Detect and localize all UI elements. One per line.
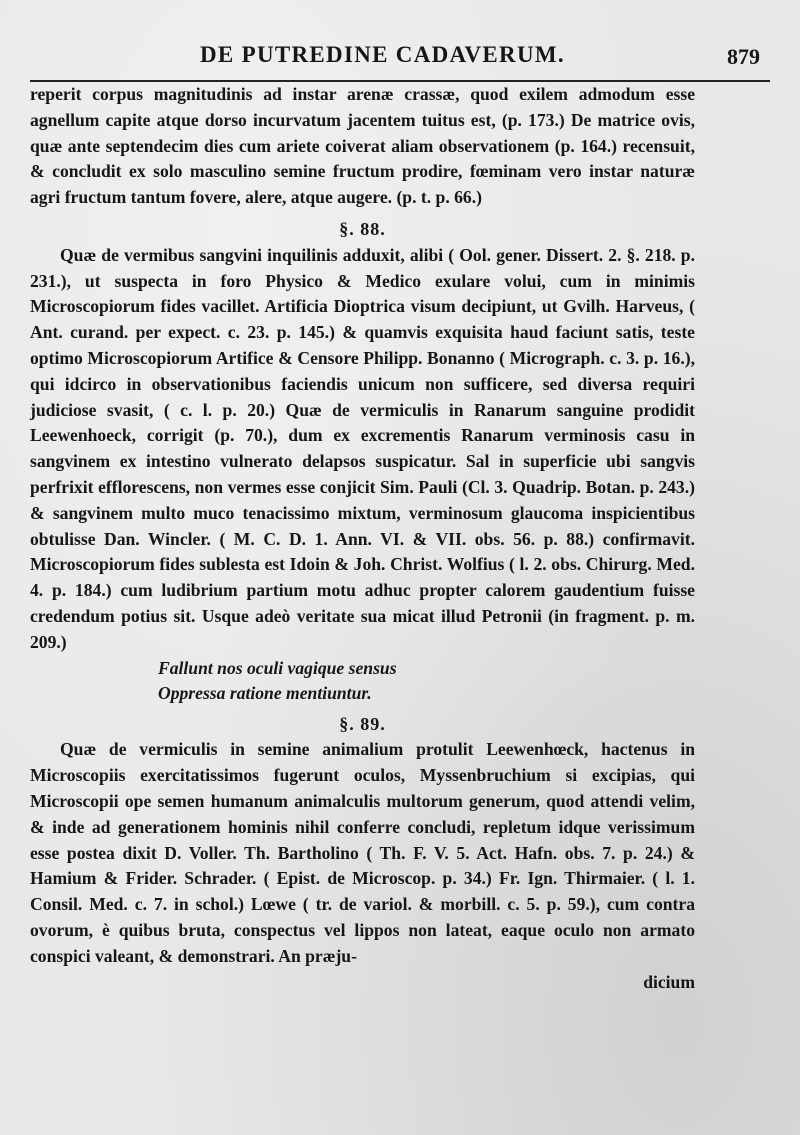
verse-line-2: Oppressa ratione mentiuntur. <box>158 682 372 703</box>
page-header <box>30 40 770 82</box>
paragraph-section-89: Quæ de vermiculis in semine animalium protulit Leewenhœck, hactenus in Microscopiis exercitatissimos fugerunt oculos, Myssenbruchium si excipias, qui Microscopii ope semen humanum animalculis multorum generum, quod attendi velim, & inde ad generationem hominis nihil conferre concludi, repletum idque verissimum esse postea dixit D. Voller. Th. Bartholino ( Th. F. V. 5. Act. Hafn. obs. 7. p. 24.) & Hamium & Frider. Schrader. ( Epist. de Microscop. p. 34.) Fr. Ign. Thirmaier. ( l. 1. Consil. Med. c. 7. in schol.) Lœwe ( tr. de variol. & morbill. c. 5. p. 59.), cum contra ovorum, è quibus bruta, conspectus vel lippos non lateat, eaque oculo non armato conspici valeant, & demonstrari. An præju- <box>30 739 695 966</box>
paragraph-continuation: reperit corpus magnitudinis ad instar arenæ crassæ, quod exilem admodum esse agnellum capite atque dorso incurvatum jacentem tuitus est, (p. 173.) De matrice ovis, quæ ante septendecim dies cum ariete coiverat aliam observationem (p. 164.) recensuit, & concludit ex solo masculino semine fructum prodire, fœminam vero instar naturæ agri fructum tantum fovere, alere, atque augere. (p. t. p. 66.) <box>30 84 695 208</box>
running-title: DE PUTREDINE CADAVERUM. <box>200 42 565 67</box>
page-number: 879 <box>727 44 760 69</box>
body-text <box>30 82 695 995</box>
section-heading-89: §. 89. <box>339 713 386 734</box>
paragraph-section-88: Quæ de vermibus sangvini inquilinis adduxit, alibi ( Ool. gener. Dissert. 2. §. 218. p. 231.), ut suspecta in foro Physico & Medico exulare volui, cum in minimis Microscopiorum fides vacillet. Artificia Dioptrica visum decipiunt, ut Gvilh. Harveus, ( Ant. curand. per expect. c. 23. p. 145.) & quamvis exquisita haud faciunt satis, teste optimo Microscopiorum Artifice & Censore Philipp. Bonanno ( Micrograph. c. 3. p. 16.), qui idcirco in observationibus faciendis unicum non sufficere, sed diversa requiri judiciose svasit, ( c. l. p. 20.) Quæ de vermiculis in Ranarum sanguine prodidit Leewenhoeck, corrigit (p. 70.), dum ex excrementis Ranarum verminosis casu in sangvinem ex intestino vulnerato delapsos suspicatur. Sal in superficie ubi sangvis perfrixit efflorescens, non vermes esse conjicit Sim. Pauli (Cl. 3. Quadrip. Botan. p. 243.) & sangvinem multo muco tenacissimo mixtum, verminosum glaucoma inspicientibus obtulisse Dan. Wincler. ( M. C. D. 1. Ann. VI. & VII. obs. 56. p. 88.) confirmavit. Microscopiorum fides sublesta est Idoin & Joh. Christ. Wolfius ( l. 2. obs. Chirurg. Med. 4. p. 184.) cum ludibrium partium motu adhuc propter calorem gaudentium fuisse credendum potius sit. Usque adeò veritate sua micat illud Petronii (in fragment. p. m. 209.) <box>30 244 695 652</box>
verse-line-1: Fallunt nos oculi vagique sensus <box>158 657 397 678</box>
catchword: dicium <box>643 971 695 992</box>
verse-quotation <box>30 656 695 706</box>
section-heading-88: §. 88. <box>339 218 386 239</box>
